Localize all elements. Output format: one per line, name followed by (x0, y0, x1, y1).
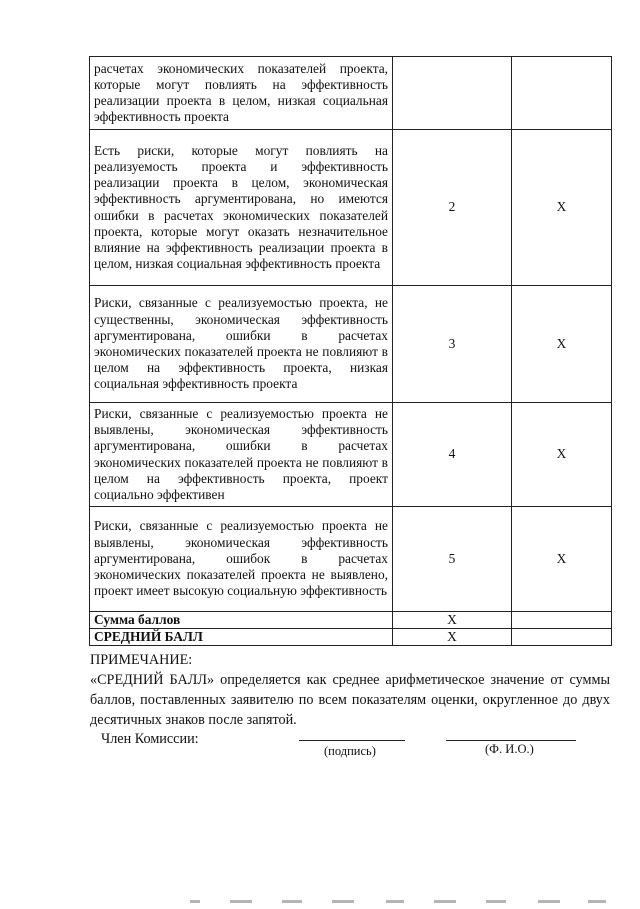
average-row (90, 629, 612, 646)
score-value: 5 (393, 507, 512, 612)
criterion-description: расчетах экономических показателей проекта, которые могут повлиять на эффективность реализации проекта в целом, низкая социальная эффективность проекта (90, 57, 393, 130)
criterion-description: Риски, связанные с реализуемостью проекта не выявлены, экономическая эффективность аргументирована, ошибки в расчетах экономических показателей проекта не повлияют в целом на эффективность проекта, проект социально эффективен (90, 403, 393, 507)
average-mark (512, 629, 612, 646)
scan-artifact (190, 900, 610, 904)
criterion-description: Риски, связанные с реализуемостью проекта не выявлены, экономическая эффективность аргументирована, ошибок в расчетах экономических показателей проекта не выявлено, проект имеет высокую социальную эффективность (90, 507, 393, 612)
criterion-description: Риски, связанные с реализуемостью проекта, не существенны, экономическая эффективность аргументирована, ошибки в расчетах экономических показателей проекта не повлияют в целом на эффективность проекта, низкая социальная эффективность проекта (90, 286, 393, 403)
average-label: СРЕДНИЙ БАЛЛ (90, 629, 393, 646)
score-table (89, 56, 612, 646)
mark-cell: X (512, 130, 612, 286)
score-value (393, 57, 512, 130)
mark-cell: X (512, 286, 612, 403)
table-row (90, 286, 612, 403)
criterion-description: Есть риски, которые могут повлиять на реализуемость проекта и эффективность реализации проекта в целом, экономическая эффективность аргументирована, но имеются ошибки в расчетах экономических показателей проекта, которые могут оказать незначительное влияние на эффективность реализации проекта в целом, низкая социальная эффективность проекта (90, 130, 393, 286)
sum-label: Сумма баллов (90, 612, 393, 629)
average-score: X (393, 629, 512, 646)
commission-member-label: Член Комиссии: (101, 731, 199, 747)
note-title: ПРИМЕЧАНИЕ: (90, 652, 193, 668)
score-value: 4 (393, 403, 512, 507)
table-row (90, 130, 612, 286)
name-line (446, 740, 576, 741)
table-row (90, 403, 612, 507)
sum-row (90, 612, 612, 629)
score-value: 3 (393, 286, 512, 403)
score-value: 2 (393, 130, 512, 286)
note-block (90, 650, 610, 730)
mark-cell (512, 57, 612, 130)
mark-cell: X (512, 507, 612, 612)
sum-score: X (393, 612, 512, 629)
mark-cell: X (512, 403, 612, 507)
note-body: «СРЕДНИЙ БАЛЛ» определяется как среднее арифметическое значение от суммы баллов, поставленных заявителю по всем показателям оценки, округленное до двух десятичных знаков после запятой. (90, 672, 610, 728)
signature-caption: (подпись) (324, 744, 376, 758)
table-row (90, 57, 612, 130)
signature-line (299, 740, 405, 741)
table-row (90, 507, 612, 612)
sum-mark (512, 612, 612, 629)
name-caption: (Ф. И.О.) (485, 742, 534, 756)
